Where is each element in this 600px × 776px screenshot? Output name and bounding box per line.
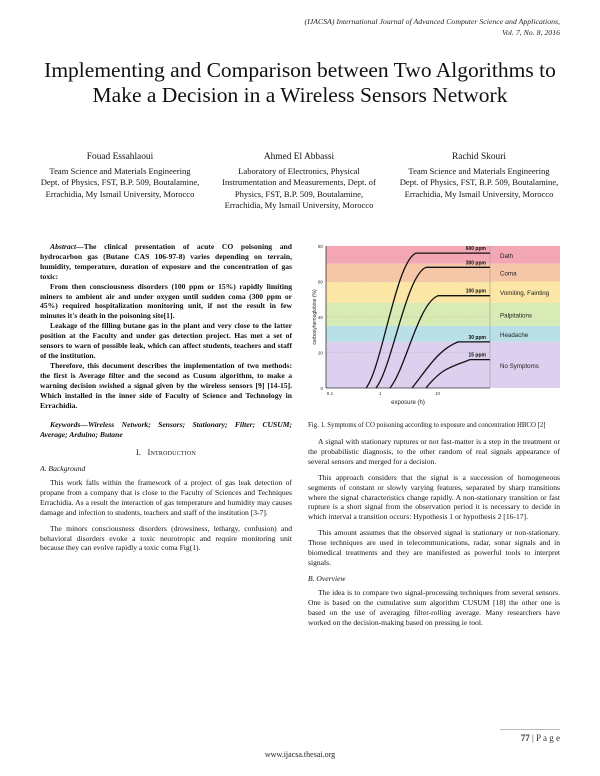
abstract-p2: From then consciousness disorders (100 ppm or 15%) rapidly limiting miners to ambient air and under oxygen until sudden coma (300 ppm or 45%) required hospitalization monitoring unit, if not the result in few minutes it's death in the poisoning site[1].	[40, 281, 292, 321]
author-affiliation: Laboratory of Electronics, Physical Instrumentation and Measurements, Dept. of Physics, FST, B.P. 509, Boutalamine, Errachidia, My Ismail University, Morocco	[222, 165, 376, 211]
subsection-overview: B. Overview	[308, 573, 346, 583]
x-tick-label: 10	[434, 391, 441, 396]
author-name: Ahmed El Abbassi	[263, 152, 335, 162]
band-label: Headache	[500, 331, 529, 339]
paper-title: Implementing and Comparison between Two Algorithms to Make a Decision in a Wireless Sensors Network	[44, 58, 556, 107]
page-number-value: 77	[520, 733, 530, 743]
keywords-text: —Wireless Network; Sensors; Stationary; Filter; CUSUM; Average; Arduino; Butane	[40, 420, 292, 440]
paragraph: A signal with stationary ruptures or not fast-matter is a step in the treatment or the probabilistic diagnosis, to the other random of real signals appearance of several sensors and merged for a decision.	[308, 437, 560, 466]
band-label: Vomiting, Fainting	[500, 290, 550, 298]
co-poisoning-chart	[308, 242, 560, 412]
series-label: 100 ppm	[465, 288, 486, 295]
author-name: Fouad Essahlaoui	[86, 152, 154, 162]
subsection-background: A. Background	[40, 464, 86, 474]
author-2	[218, 152, 380, 212]
series-label: 30 ppm	[468, 334, 486, 341]
x-tick-label: 0.1	[326, 391, 334, 396]
journal-header	[240, 16, 560, 38]
y-tick-label: 20	[317, 350, 323, 356]
journal-header-line1: (IJACSA) International Journal of Advanced Computer Science and Applications,	[304, 17, 560, 26]
figure-caption: Fig. 1. Symptoms of CO poisoning according to exposure and concentration HBCO [2]	[308, 422, 546, 429]
y-tick-label: 40	[317, 315, 323, 320]
footer-url: www.ijacsa.thesai.org	[264, 750, 336, 759]
abstract	[40, 242, 292, 410]
figure-1	[308, 242, 560, 430]
paragraph: The minors consciousness disorders (drowsiness, lethargy, confusion) and behavioral disorders evoke a toxic neurotropic and require monitoring unit because they can evolve rapidly a toxic coma Fig(1).	[40, 523, 292, 553]
author-1	[40, 152, 200, 200]
abstract-p3: Leakage of the filling butane gas in the plant and very close to the latter position at the Faculty and under gas detection project. Has met a set of sensors to warn of possible leak, which can affect students, teachers and staff of the institution.	[40, 321, 292, 360]
band-1	[326, 264, 560, 282]
y-tick-label: 0	[320, 386, 323, 391]
author-affiliation: Team Science and Materials Engineering Dept. of Physics, FST, B.P. 509, Boutalamine, Errachidia, My Ismail University, Morocco	[40, 165, 200, 199]
journal-header-line2: Vol. 7, No. 8, 2016	[501, 28, 560, 37]
series-label: 15 ppm	[468, 352, 486, 359]
abstract-p1: —The clinical presentation of acute CO poisoning and hydrocarbon gas (Butane CAS 106-97-8) varies depending on terrain, humidity, temperature, duration of exposure and the concentration of gas toxic:	[40, 242, 292, 281]
band-label: Palpitations	[500, 312, 532, 320]
paragraph: The idea is to compare two signal-processing techniques from several sensors. One is based on the cumulative sum algorithm CUSUM [18] the other one is based on the use of averaging filter-rolling average. Many researchers have worked on the decision-making based on pressing ie tool.	[308, 587, 560, 627]
author-name: Rachid Skouri	[452, 152, 506, 162]
band-label: Coma	[500, 270, 517, 278]
section-number: I.	[135, 448, 142, 458]
y-tick-label: 60	[317, 279, 323, 285]
band-label: No Symptoms	[500, 362, 539, 370]
abstract-label: Abstract	[50, 242, 77, 251]
band-0	[326, 246, 560, 267]
y-axis-label: carboxyhemoglobine (%)	[312, 289, 318, 345]
left-column	[40, 242, 292, 559]
keywords-label: Keywords	[50, 420, 81, 430]
page-label: | P a g e	[532, 733, 560, 743]
abstract-p4: Therefore, this document describes the implementation of two methods: the first is Average filter and the second as Cusum algorithm, to make a warning decision swished a signal given by the wireless sensors [9] [14-15]. Which installed in the inner side of Faculty of Science and Technology in Errachidia.	[40, 360, 292, 410]
paragraph: This amount assumes that the observed signal is stationary or non-stationary. Those techniques are used in telecommunications, radar, sonar signals and in biomedical treatments and they are manifested as powerful tools to interpret signals.	[308, 528, 560, 567]
author-affiliation: Team Science and Materials Engineering Dept. of Physics, FST, B.P. 509, Boutalamine, Errachidia, My Ismail University, Morocco	[399, 165, 559, 199]
x-axis-label: exposure (h)	[391, 400, 425, 406]
right-column	[308, 437, 560, 633]
section-heading	[40, 448, 292, 458]
series-label: 300 ppm	[465, 260, 486, 267]
page-number	[521, 733, 560, 743]
y-tick-label: 80	[317, 244, 323, 249]
paragraph: This approach considers that the signal is a succession of homogeneous segments of constant or slowly varying features, separated by sharp transitions where the signal characteristics change rapidly. A non-stationary transition or fast rupture is a short signal from the observation period it is necessary to decide in which interval a transition occurs: Hypothesis 1 or hypothesis 2 [16-17].	[308, 472, 560, 522]
band-label: Dath	[500, 252, 514, 260]
x-tick-label: 1	[378, 391, 382, 396]
series-label: 600 ppm	[465, 246, 486, 253]
page-number-rule	[500, 729, 560, 730]
keywords	[40, 420, 292, 440]
author-3	[398, 152, 560, 200]
paragraph: This work falls within the framework of a project of gas leak detection of propane from a company that is close to the Faculty of Sciences and Techniques Errachidia. As a result the interaction of gas temperature and humidity may causes damage and infection to students, teachers and staff of the institution [3-7].	[40, 478, 292, 517]
section-title: Introduction	[147, 448, 197, 458]
